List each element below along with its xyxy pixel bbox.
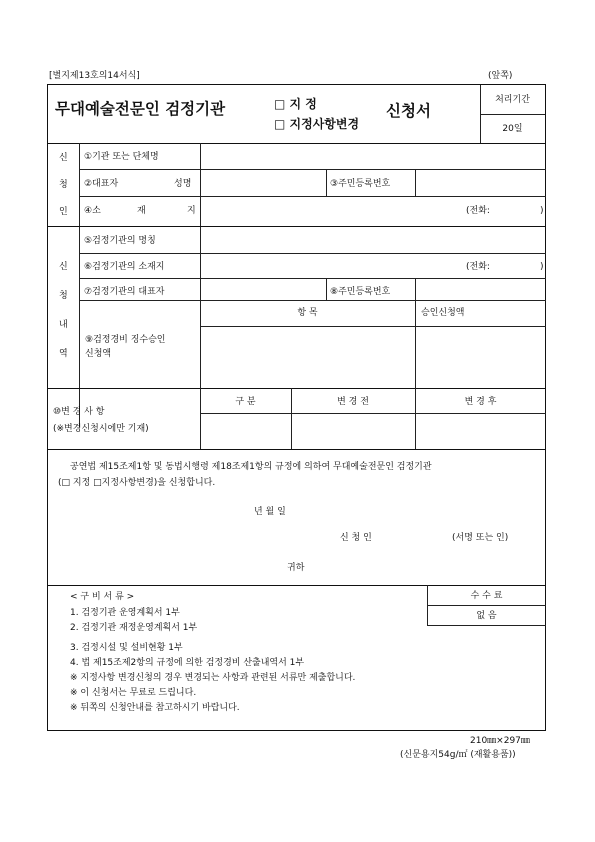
representative-name-label: 성명: [174, 179, 192, 189]
agency-phone-close: ): [540, 262, 544, 272]
changes-before-field[interactable]: [293, 414, 413, 447]
statement-line1: 공연법 제15조제1항 및 동법시행령 제18조제1항의 규정에 의하여 무대예술전문인 검정기관: [70, 462, 432, 472]
fee-label-line2: 신청액: [85, 349, 112, 359]
changes-category-header: 구 분: [235, 397, 256, 407]
agency-name-field[interactable]: [202, 227, 544, 251]
fee-label-line1: ⑨검정경비 징수승인: [85, 335, 166, 345]
changes-after-header: 변 경 후: [464, 397, 497, 407]
address-label-2: 재: [137, 206, 146, 216]
address-label-3: 지: [187, 206, 196, 216]
page-side-label: (앞쪽): [488, 71, 513, 81]
representative-label: ②대표자: [84, 179, 119, 189]
document-item-2: 2. 검정기관 재정운영계획서 1부: [70, 623, 198, 633]
fee-label: 수 수 료: [470, 591, 503, 601]
changes-label-line2: (※변경신청시에만 기재): [53, 424, 149, 434]
agency-rep-id-field[interactable]: [417, 279, 544, 299]
paper-size: 210㎜×297㎜: [470, 736, 530, 746]
agency-phone-label: (전화:: [466, 262, 490, 272]
form-reference: [별지제13호의14서식]: [49, 71, 140, 81]
applicant-phone-label: (전화:: [466, 206, 490, 216]
details-char-2: 청: [59, 291, 68, 301]
applicant-char-2: 청: [59, 180, 68, 190]
agency-name-label: ⑤검정기관의 명칭: [84, 236, 156, 246]
fee-item-header: 항 목: [297, 308, 318, 318]
document-item-4: 4. 법 제15조제2항의 규정에 의한 검정경비 산출내역서 1부: [70, 658, 305, 668]
processing-period-label: 처리기간: [495, 95, 530, 105]
statement-applicant-label: 신 청 인: [340, 533, 372, 543]
fee-value: 없 음: [476, 611, 497, 621]
document-note-2: ※ 이 신청서는 무료로 드립니다.: [70, 688, 197, 698]
statement-line2: (□ 지정 □지정사항변경)을 신청합니다.: [58, 478, 216, 488]
address-field[interactable]: [202, 197, 462, 224]
fee-item-field[interactable]: [202, 327, 413, 386]
changes-label-line1: ⑩변 경 사 항: [53, 407, 105, 417]
document-item-1: 1. 검정기관 운영계획서 1부: [70, 608, 180, 618]
changes-before-header: 변 경 전: [337, 397, 369, 407]
applicant-char-3: 인: [59, 207, 68, 217]
details-char-3: 내: [59, 320, 68, 330]
org-name-field[interactable]: [202, 144, 544, 168]
changes-after-field[interactable]: [417, 414, 544, 447]
statement-addressee: 귀하: [287, 563, 305, 573]
changes-category-field[interactable]: [202, 414, 289, 447]
agency-address-label: ⑥검정기관의 소재지: [84, 262, 165, 272]
representative-id-label: ③주민등록번호: [330, 179, 391, 189]
representative-id-field[interactable]: [417, 170, 544, 194]
agency-rep-field[interactable]: [202, 279, 324, 299]
details-char-1: 신: [59, 262, 68, 272]
processing-period-value: 20일: [502, 124, 523, 134]
option-designation[interactable]: □ 지 정: [274, 97, 317, 111]
option-change[interactable]: □ 지정사항변경: [274, 117, 360, 131]
paper-type: (신문용지54g/㎡ (재활용품)): [400, 750, 516, 760]
agency-address-field[interactable]: [202, 254, 462, 278]
form-title-suffix: 신청서: [386, 102, 431, 120]
statement-date: 년 월 일: [254, 507, 286, 517]
agency-rep-label: ⑦검정기관의 대표자: [84, 287, 165, 297]
details-char-4: 역: [59, 349, 68, 359]
form-title: 무대예술전문인 검정기관: [55, 100, 226, 118]
applicant-char-1: 신: [59, 153, 68, 163]
applicant-phone-close: ): [540, 206, 544, 216]
fee-amount-field[interactable]: [417, 327, 544, 386]
documents-title: < 구 비 서 류 >: [70, 592, 135, 602]
statement-signature: (서명 또는 인): [452, 533, 509, 543]
address-label-1: ④소: [84, 206, 101, 216]
document-note-1: ※ 지정사항 변경신청의 경우 변경되는 사항과 관련된 서류만 제출합니다.: [70, 673, 356, 683]
document-item-3: 3. 검정시설 및 설비현황 1부: [70, 643, 183, 653]
document-note-3: ※ 뒤쪽의 신청안내를 참고하시기 바랍니다.: [70, 703, 240, 713]
representative-name-field[interactable]: [202, 170, 324, 194]
agency-rep-id-label: ⑧주민등록번호: [330, 287, 391, 297]
fee-amount-header: 승인신청액: [421, 308, 465, 318]
org-name-label: ①기관 또는 단체명: [84, 152, 159, 162]
